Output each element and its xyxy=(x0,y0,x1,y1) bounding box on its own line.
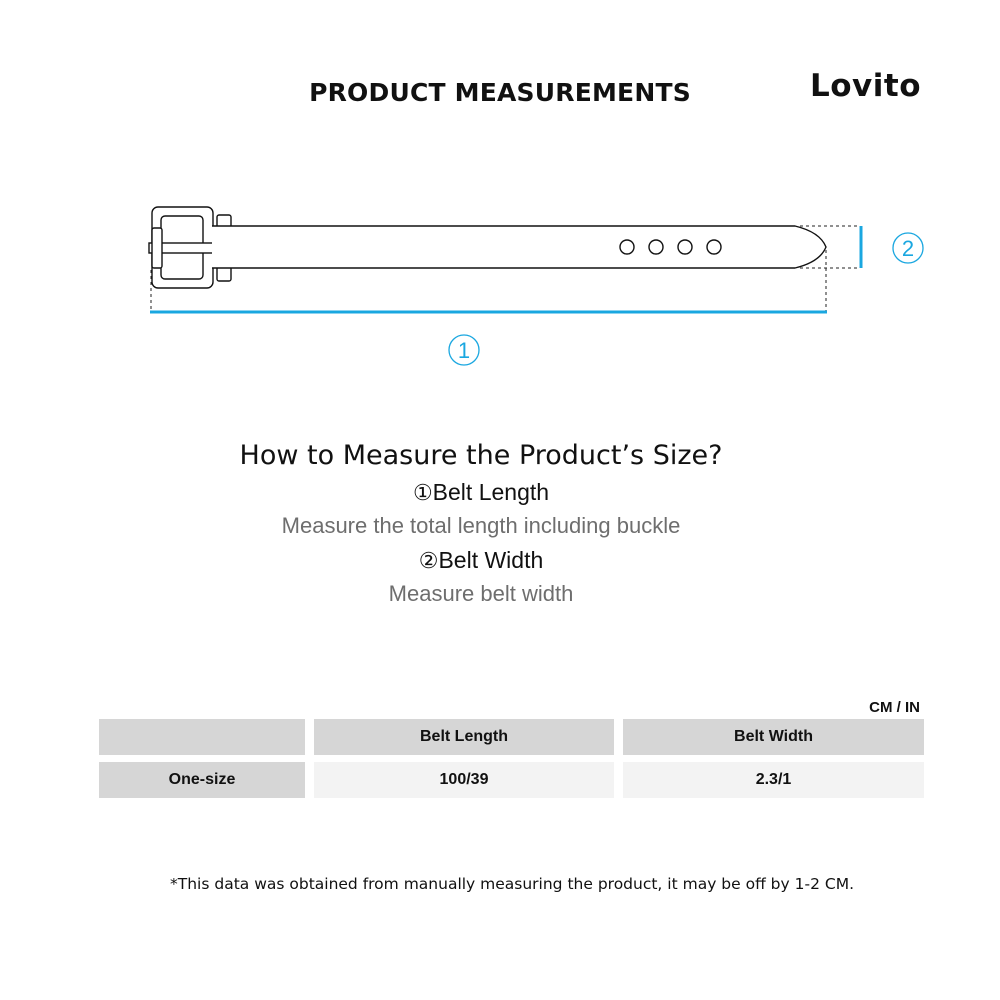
step-belt-width-description: Measure belt width xyxy=(388,581,574,606)
belt-diagram xyxy=(0,0,1000,420)
step-number-icon: ① xyxy=(412,480,433,505)
belt-width-value: 2.3/1 xyxy=(755,771,792,788)
belt-length-value: 100/39 xyxy=(439,771,489,788)
table-cell-belt-width xyxy=(623,762,924,798)
step-title-text: Belt Length xyxy=(432,479,550,505)
marker-length-number: 1 xyxy=(457,338,471,363)
belt-hole xyxy=(707,240,721,254)
units-label: CM / IN xyxy=(869,699,920,716)
step-belt-width-title xyxy=(0,547,962,574)
step-number-icon: ② xyxy=(418,548,439,573)
table-cell-size: One-size xyxy=(99,762,305,798)
measurement-disclaimer: *This data was obtained from manually measuring the product, it may be off by 1-2 CM. xyxy=(170,875,854,893)
step-belt-length-description: Measure the total length including buckle xyxy=(281,513,681,538)
table-header-belt-length: Belt Length xyxy=(314,719,614,755)
step-title-text: Belt Width xyxy=(438,547,544,573)
belt-hole xyxy=(649,240,663,254)
marker-width xyxy=(893,233,923,263)
brand-logo: Lovito xyxy=(810,68,922,104)
belt-hole xyxy=(620,240,634,254)
measure-heading: How to Measure the Product’s Size? xyxy=(239,440,723,471)
marker-width-number: 2 xyxy=(901,236,915,261)
belt-strap xyxy=(212,226,826,268)
table-header-belt-width: Belt Width xyxy=(623,719,924,755)
table-header-size xyxy=(99,719,305,755)
page-title: PRODUCT MEASUREMENTS xyxy=(309,78,691,107)
belt-hole xyxy=(678,240,692,254)
table-cell-belt-length xyxy=(314,762,614,798)
step-belt-length-title xyxy=(0,479,962,506)
marker-length xyxy=(449,335,479,365)
